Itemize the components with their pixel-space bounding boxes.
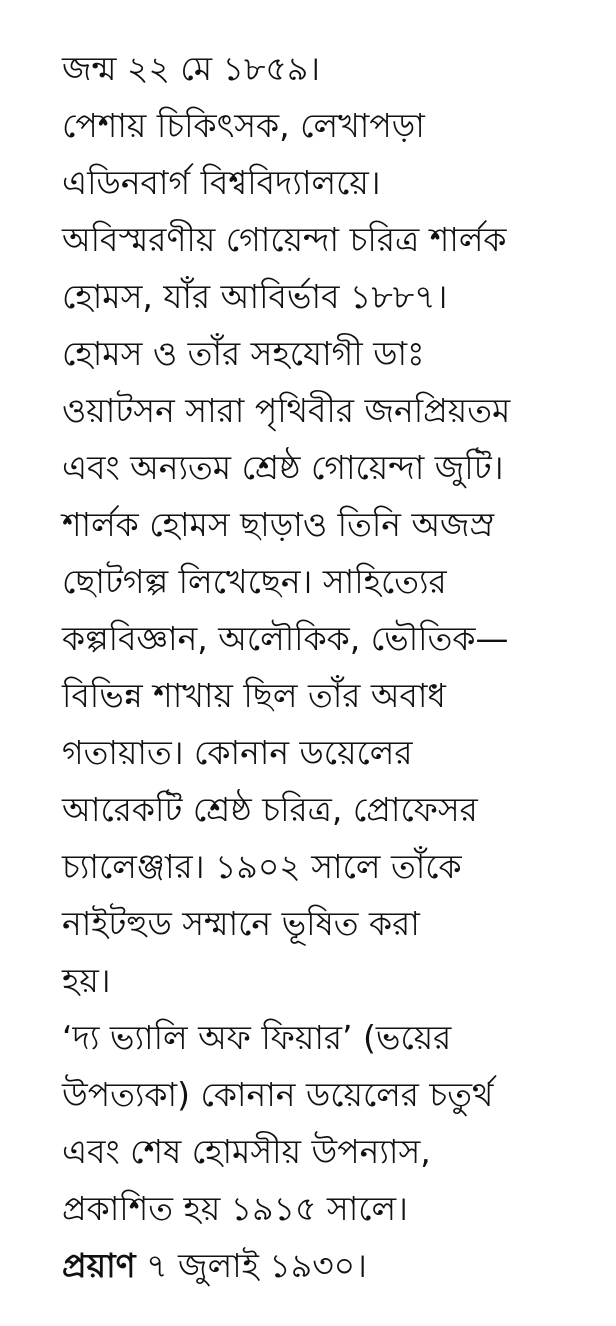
text-line: শার্লক হোমস ছাড়াও তিনি অজস্র — [62, 505, 495, 544]
text-line: ‘দ্য ভ্যালি অফ ফিয়ার’ (ভয়ের — [62, 1018, 452, 1057]
death-line — [62, 1237, 582, 1294]
text-line: উপত্যকা) কোনান ডয়েলের চতুর্থ — [62, 1075, 494, 1114]
text-line: এবং শেষ হোমসীয় উপন্যাস, — [62, 1132, 431, 1171]
text-line: এডিনবার্গ বিশ্ববিদ্যালয়ে। — [62, 163, 381, 202]
biography-text — [62, 40, 582, 1294]
text-line: হয়। — [62, 961, 111, 1000]
text-line: জন্ম ২২ মে ১৮৫৯। — [62, 49, 321, 88]
text-line: আরেকটি শ্রেষ্ঠ চরিত্র, প্রোফেসর — [62, 790, 478, 829]
text-line: এবং অন্যতম শ্রেষ্ঠ গোয়েন্দা জুটি। — [62, 448, 504, 487]
text-line: কল্পবিজ্ঞান, অলৌকিক, ভৌতিক— — [62, 619, 509, 658]
death-date: ৭ জুলাই ১৯৩০। — [146, 1246, 367, 1285]
text-line: পেশায় চিকিৎসক, লেখাপড়া — [62, 106, 425, 145]
text-line: চ্যালেঞ্জার। ১৯০২ সালে তাঁকে — [62, 847, 462, 886]
death-label: প্রয়াণ — [62, 1246, 136, 1285]
text-line: হোমস ও তাঁর সহযোগী ডাঃ — [62, 334, 425, 373]
text-line: ছোটগল্প লিখেছেন। সাহিত্যের — [62, 562, 447, 601]
text-line: প্রকাশিত হয় ১৯১৫ সালে। — [62, 1189, 408, 1228]
text-line: বিভিন্ন শাখায় ছিল তাঁর অবাধ — [62, 676, 446, 715]
text-line: গতায়াত। কোনান ডয়েলের — [62, 733, 413, 772]
text-line: নাইটহুড সম্মানে ভূষিত করা — [62, 904, 420, 943]
text-line: অবিস্মরণীয় গোয়েন্দা চরিত্র শার্লক — [62, 220, 507, 259]
text-line: হোমস, যাঁর আবির্ভাব ১৮৮৭। — [62, 277, 448, 316]
text-line: ওয়াটসন সারা পৃথিবীর জনপ্রিয়তম — [62, 391, 511, 430]
